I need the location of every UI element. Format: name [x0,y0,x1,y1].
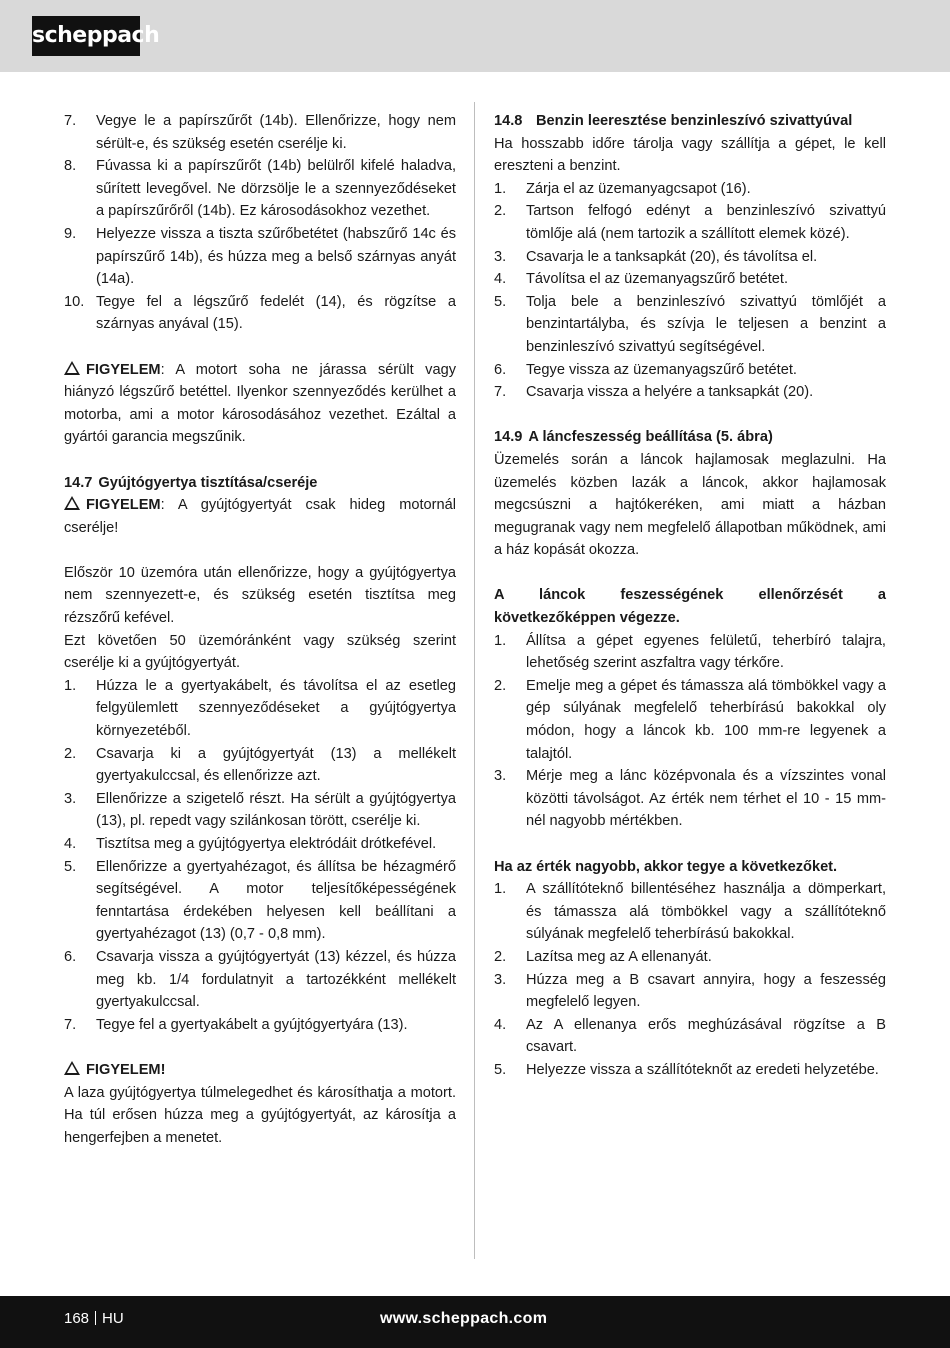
section-title: A láncfeszesség beállítása (5. ábra) [528,429,773,446]
list-number: 1. [64,677,77,694]
list-number: 1. [494,632,507,649]
section-number: 14.9 [494,429,523,446]
list-item [494,246,886,269]
list-item [494,359,886,382]
list-number: 3. [64,790,77,807]
website-link[interactable]: www.scheppach.com [380,1310,548,1327]
section-heading-14-7 [64,472,456,495]
air-filter-steps [64,110,456,336]
list-number: 6. [64,948,77,965]
list-item [64,110,456,155]
list-item [494,630,886,675]
list-number: 10. [64,293,85,310]
list-item [64,223,456,291]
list-item [64,675,456,743]
list-number: 1. [494,180,507,197]
subheading-adjust: Ha az érték nagyobb, akkor tegye a következőket. [494,858,838,875]
list-number: 5. [64,858,77,875]
list-item [64,788,456,833]
warning-triangle-icon [64,1061,80,1075]
list-number: 2. [494,203,507,220]
separator [95,1311,96,1325]
list-text: Csavarja vissza a helyére a tanksapkát (20). [526,384,814,401]
list-number: 4. [494,1016,507,1033]
list-text: Tegye fel a légszűrő fedelét (14), és rögzítse a szárnyas anyával (15). [96,293,456,333]
section-number: 14.8 [494,113,523,129]
list-number: 8. [64,158,77,175]
list-text: A szállítóteknő billentéséhez használja a dömperkart, és támassza alá tömbökkel vagy a szállítóteknő súlyának megfelelő teherbírású bakokkal. [526,881,886,943]
list-text: Tolja bele a benzinleszívó szivattyú tömlőjét a benzintartályba, és szívja le teljesen a benzint a benzinleszívó szivattyú segítségével. [526,293,886,355]
list-item [64,856,456,946]
paragraph: Üzemelés során a láncok hajlamosak meglazulni. Ha üzemelés közben lazák a láncok, akkor hajlamosak megcsúszni a hajtókeréken, ami miatt a házban megugranak vagy nem megfelelő állapotban működnek, ami a ház kopását okozza. [494,451,886,559]
list-text: Ellenőrizze a szigetelő részt. Ha sérült a gyújtógyertya (13), pl. repedt vagy szilánkosan törött, cserélje ki. [96,790,456,830]
list-text: Helyezze vissza a szállítóteknőt az eredeti helyzetébe. [526,1061,879,1078]
list-text: Tegye fel a gyertyakábelt a gyújtógyertyára (13). [96,1016,408,1033]
list-text: Ellenőrizze a gyertyahézagot, és állítsa be hézagmérő segítségével. A motor teljesítőképességének fenntartása érdekében helyesen kell beállítani a gyertyahézagot (13) (0,7 - 0,8 mm). [96,858,456,943]
list-text: Zárja el az üzemanyagcsapot (16). [526,180,751,197]
list-item [64,155,456,223]
warning-text: A laza gyújtógyertya túlmelegedhet és károsíthatja a motort. Ha túl erősen húzza meg a gyújtógyertyát, az károsítja a hengerfejben a menetet. [64,1084,456,1146]
section-heading-14-8 [494,110,886,133]
paragraph: Ezt követően 50 üzemóránként vagy szükség szerint cserélje ki a gyújtógyertyát. [64,632,456,672]
list-text: Állítsa a gépet egyenes felületű, teherbíró talajra, lehetőség szerint aszfaltra vagy térkőre. [526,632,886,672]
list-item [494,178,886,201]
list-item [494,1014,886,1059]
list-text: Húzza meg a B csavart annyira, hogy a feszesség megfelelő legyen. [526,971,886,1011]
list-item [494,946,886,969]
list-number: 4. [494,271,507,288]
list-text: Tisztítsa meg a gyújtógyertya elektródáit drótkefével. [96,836,437,852]
column-divider [474,102,475,1259]
page-number [64,1296,124,1342]
list-item [64,743,456,788]
left-column [64,110,456,1149]
list-item [494,381,886,404]
list-number: 2. [64,745,77,762]
list-number: 5. [494,1061,507,1078]
list-number: 2. [494,948,507,965]
list-item [494,291,886,359]
list-item [494,200,886,245]
warning-triangle-icon [64,361,80,375]
warning-label: FIGYELEM! [86,1061,166,1078]
list-number: 3. [494,971,507,988]
list-item [64,1014,456,1037]
list-item [64,291,456,336]
warning-label: FIGYELEM [86,361,161,378]
list-number: 1. [494,881,507,898]
section-title: Benzin leeresztése benzinleszívó szivattyúval [536,113,853,129]
list-number: 3. [494,248,507,265]
list-item [494,1059,886,1082]
list-text: Helyezze vissza a tiszta szűrőbetétet (habszűrő 14c és papírszűrő 14b), és húzza meg a belső szárnyas anyát (14a). [96,225,456,288]
list-number: 9. [64,225,77,242]
list-item [64,946,456,1014]
list-text: Az A ellenanya erős meghúzásával rögzítse a B csavart. [526,1016,886,1056]
list-text: Csavarja le a tanksapkát (20), és távolítsa el. [526,248,818,265]
list-item [494,675,886,765]
list-number: 6. [494,361,507,378]
section-heading-14-9 [494,426,886,449]
paragraph: Először 10 üzemóra után ellenőrizze, hogy a gyújtógyertya nem szennyezett-e, és szükség esetén tisztítsa meg rézszőrű kefével. [64,564,456,627]
subheading-check: A láncok feszességének ellenőrzését a következőképpen végezze. [494,587,886,627]
chain-check-steps [494,630,886,833]
list-text: Emelje meg a gépet és támassza alá tömbökkel vagy a gép súlyának megfelelő teherbírású bakokkal oly módon, hogy a láncok kb. 100 mm-re legyenek a talajtól. [526,677,886,762]
list-item [494,878,886,946]
page-number-value: 168 [64,1310,90,1327]
list-number: 3. [494,768,507,785]
list-item [494,969,886,1014]
warning-triangle-icon [64,496,80,510]
list-text: Csavarja ki a gyújtógyertyát (13) a mellékelt gyertyakulccsal, és ellenőrizze azt. [96,745,456,785]
list-text: Csavarja vissza a gyújtógyertyát (13) kézzel, és húzza meg kb. 1/4 fordulatnyit a tartozékként mellékelt gyertyakulccsal. [96,948,456,1011]
list-text: Vegye le a papírszűrőt (14b). Ellenőrizze, hogy nem sérült-e, és szükség esetén cserélje ki. [96,113,456,152]
list-text: Mérje meg a lánc középvonala és a vízszintes vonal közötti távolságot. Az érték nem térhet el 10 - 15 mm-nél nagyobb mértékben. [526,768,886,830]
list-text: Lazítsa meg az A ellenanyát. [526,948,712,965]
warning-text: : A gyújtógyertyát csak hideg motornál cserélje! [64,497,456,536]
list-number: 5. [494,293,507,310]
fuel-drain-steps [494,178,886,404]
section-number: 14.7 [64,474,93,491]
list-text: Húzza le a gyertyakábelt, és távolítsa el az esetleg felgyülemlett szennyeződéseket a gyújtógyertya környezetéből. [96,677,456,740]
list-number: 7. [494,384,507,401]
footer-band [0,1296,950,1348]
list-number: 7. [64,1016,77,1033]
warning-text: : A motort soha ne járassa sérült vagy hiányzó légszűrő betéttel. Ilyenkor szennyeződés kerülhet a motorba, ami a motor károsodásához vezethet. Ezáltal a gyártói garancia megszűnik. [64,361,456,446]
warning-label: FIGYELEM [86,497,161,514]
paragraph: Ha hosszabb időre tárolja vagy szállítja a gépet, le kell ereszteni a benzint. [494,135,886,175]
list-item [494,765,886,833]
list-item [64,833,456,856]
list-text: Fúvassa ki a papírszűrőt (14b) belülről kifelé haladva, sűrített levegővel. Ne dörzsölje le a szennyeződéseket a papírszűrőről (14b). Ez károsodásokhoz vezethet. [96,158,456,220]
right-column [494,110,886,1082]
list-number: 7. [64,113,77,129]
list-number: 4. [64,836,77,852]
warning-loose-plug [64,1059,456,1082]
chain-adjust-steps [494,878,886,1081]
brand-logo: scheppach [32,16,140,56]
language-code: HU [102,1310,124,1327]
list-item [494,268,886,291]
list-text: Tartson felfogó edényt a benzinleszívó szivattyú tömlője alá (nem tartozik a szállított elemek közé). [526,203,886,242]
section-title: Gyújtógyertya tisztítása/cseréje [98,474,318,491]
list-number: 2. [494,677,507,694]
header-band [0,0,950,72]
list-text: Tegye vissza az üzemanyagszűrő betétet. [526,361,797,378]
warning-spark-plug [64,494,456,539]
warning-air-filter [64,359,456,449]
list-text: Távolítsa el az üzemanyagszűrő betétet. [526,271,789,288]
spark-plug-steps [64,675,456,1037]
